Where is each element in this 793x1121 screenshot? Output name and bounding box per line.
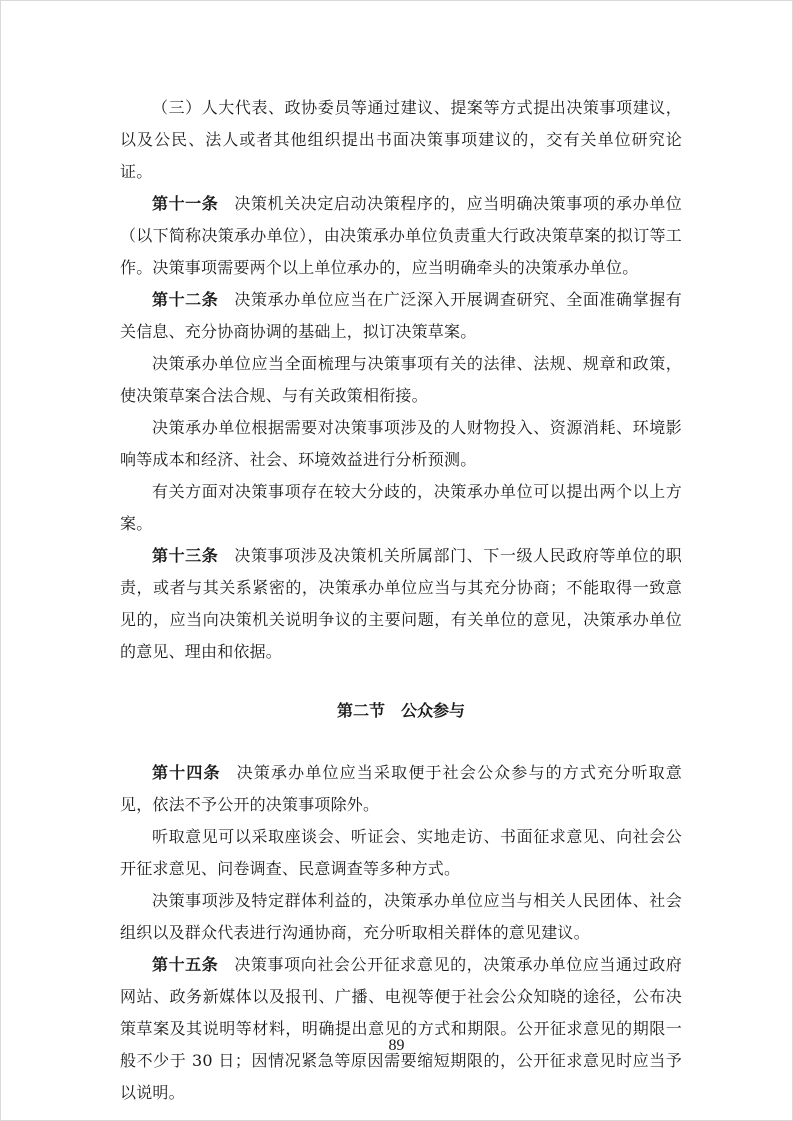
paragraph-text: （三）人大代表、政协委员等通过建议、提案等方式提出决策事项建议，以及公民、法人或者其他组织提出书面决策事项建议的，交有关单位研究论证。 — [120, 98, 682, 181]
paragraph-text: 决策承办单位应当全面梳理与决策事项有关的法律、法规、规章和政策，使决策草案合法合规、与有关政策相衔接。 — [120, 354, 682, 405]
document-body — [120, 92, 682, 1109]
article-11 — [120, 188, 682, 284]
paragraph-text: 决策事项涉及决策机关所属部门、下一级人民政府等单位的职责，或者与其关系紧密的，决策承办单位应当与其充分协商；不能取得一致意见的，应当向决策机关说明争议的主要问题，有关单位的意见，决策承办单位的意见、理由和依据。 — [120, 546, 682, 661]
article-15 — [120, 949, 682, 1109]
article-14 — [120, 757, 682, 821]
paragraph-text: 决策承办单位应当在广泛深入开展调查研究、全面准确掌握有关信息、充分协商协调的基础上，拟订决策草案。 — [120, 290, 682, 341]
paragraph-4 — [120, 348, 682, 412]
article-label: 第十五条 — [152, 955, 219, 974]
section-heading — [120, 695, 682, 727]
paragraph-10 — [120, 821, 682, 885]
article-label: 第十四条 — [152, 763, 221, 782]
article-label: 第十三条 — [152, 546, 219, 565]
section-title: 公众参与 — [401, 701, 466, 720]
paragraph-text: 有关方面对决策事项存在较大分歧的，决策承办单位可以提出两个以上方案。 — [120, 482, 682, 533]
paragraph-text: 决策承办单位根据需要对决策事项涉及的人财物投入、资源消耗、环境影响等成本和经济、社会、环境效益进行分析预测。 — [120, 418, 682, 469]
paragraph-text: 决策事项向社会公开征求意见的，决策承办单位应当通过政府网站、政务新媒体以及报刊、广播、电视等便于社会公众知晓的途径，公布决策草案及其说明等材料，明确提出意见的方式和期限。公开征求意见的期限一般不少于 30 日；因情况紧急等原因需要缩短期限的，公开征求意见时应当予以说明。 — [120, 955, 682, 1102]
article-label: 第十二条 — [152, 290, 219, 309]
article-label: 第十一条 — [152, 194, 219, 213]
paragraph-11 — [120, 885, 682, 949]
paragraph-text: 决策事项涉及特定群体利益的，决策承办单位应当与相关人民团体、社会组织以及群众代表进行沟通协商，充分听取相关群体的意见建议。 — [120, 891, 682, 942]
article-13 — [120, 540, 682, 668]
paragraph-6 — [120, 476, 682, 540]
article-12 — [120, 284, 682, 348]
paragraph-text: 决策承办单位应当采取便于社会公众参与的方式充分听取意见，依法不予公开的决策事项除外。 — [120, 763, 682, 814]
paragraph-5 — [120, 412, 682, 476]
paragraph-text: 决策机关决定启动决策程序的，应当明确决策事项的承办单位（以下简称决策承办单位），由决策承办单位负责重大行政决策草案的拟订等工作。决策事项需要两个以上单位承办的，应当明确牵头的决策承办单位。 — [120, 194, 682, 277]
paragraph-1 — [120, 92, 682, 188]
section-number: 第二节 — [336, 701, 385, 720]
paragraph-text: 听取意见可以采取座谈会、听证会、实地走访、书面征求意见、向社会公开征求意见、问卷调查、民意调查等多种方式。 — [120, 827, 682, 878]
page-number: 89 — [388, 1037, 405, 1054]
